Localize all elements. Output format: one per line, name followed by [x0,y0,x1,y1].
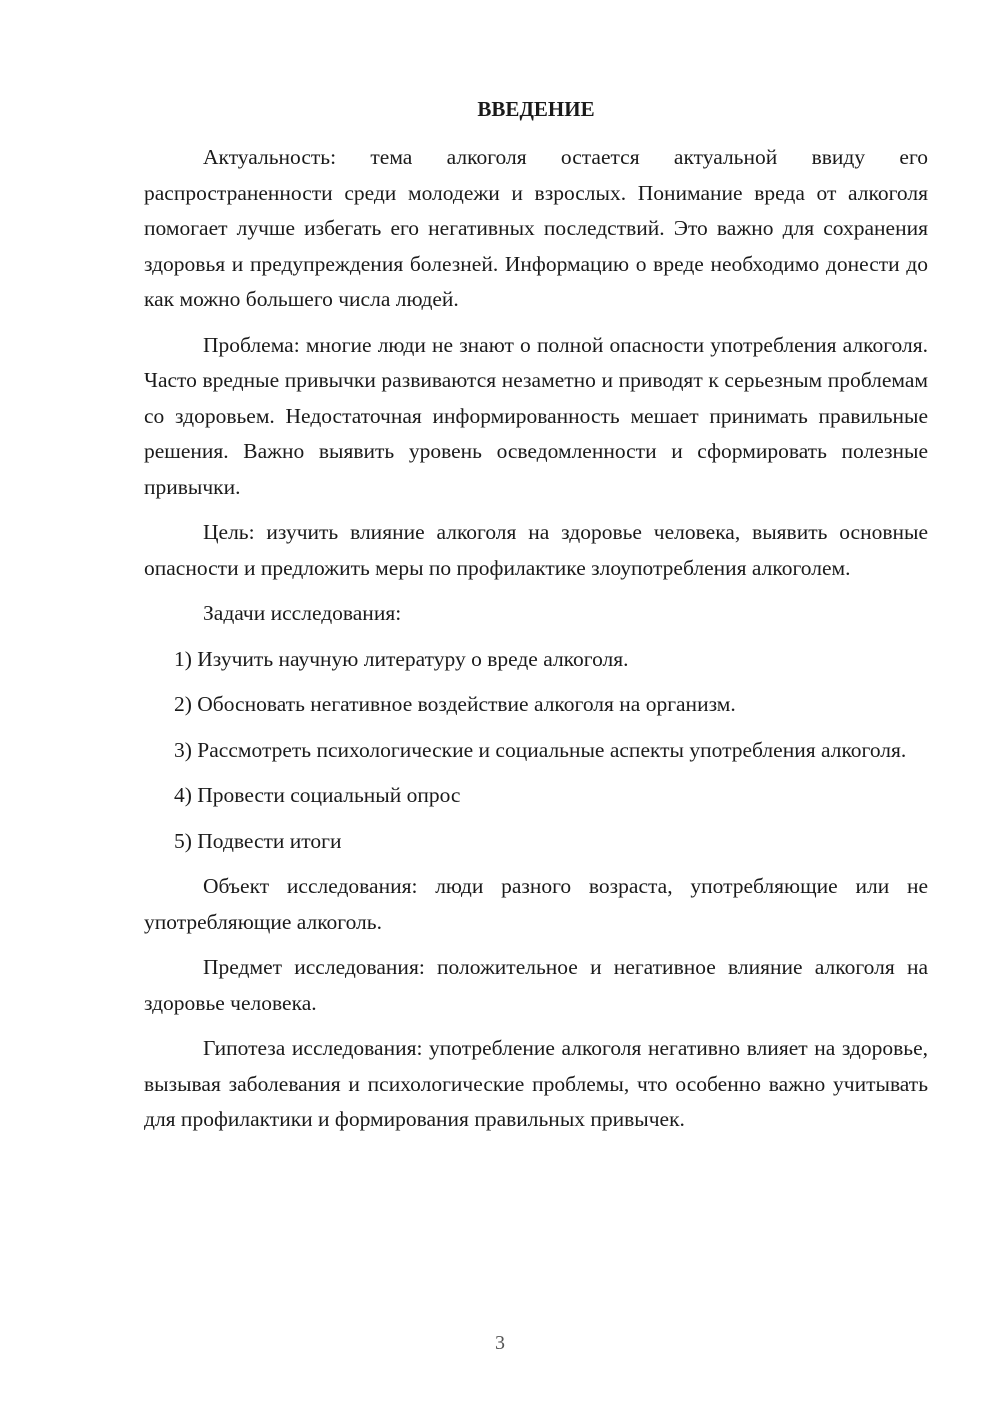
section-title: ВВЕДЕНИЕ [477,97,595,121]
task-item: 2) Обосновать негативное воздействие алкоголя на организм. [174,692,736,716]
paragraph-goal: Цель: изучить влияние алкоголя на здоровье человека, выявить основные опасности и предложить меры по профилактике злоупотребления алкоголем. [144,520,928,580]
task-item: 1) Изучить научную литературу о вреде алкоголя. [174,646,629,671]
paragraph-problem: Проблема: многие люди не знают о полной опасности употребления алкоголя. Часто вредные привычки развиваются незаметно и приводят к серьезным проблемам со здоровьем. Недостаточная информированность мешает принимать правильные решения. Важно выявить уровень осведомленности и сформировать полезные привычки. [144,332,928,499]
paragraph-relevance: Актуальность: тема алкоголя остается актуальной ввиду его распространенности среди молодежи и взрослых. Понимание вреда от алкоголя помогает лучше избегать его негативных последствий. Это важно для сохранения здоровья и предупреждения болезней. Информацию о вреде необходимо донести до как можно большего числа людей. [144,145,928,311]
paragraph-subject: Предмет исследования: положительное и негативное влияние алкоголя на здоровье человека. [144,955,928,1015]
task-item: 5) Подвести итоги [174,828,342,853]
task-item: 3) Рассмотреть психологические и социальные аспекты употребления алкоголя. [174,737,907,762]
task-item: 4) Провести социальный опрос [174,783,461,807]
tasks-heading: Задачи исследования: [203,601,402,625]
paragraph-hypothesis: Гипотеза исследования: употребление алкоголя негативно влияет на здоровье, вызывая заболевания и психологические проблемы, что особенно важно учитывать для профилактики и формирования правильных привычек. [144,1036,928,1131]
page-number: 3 [495,1332,505,1354]
paragraph-object: Объект исследования: люди разного возраста, употребляющие или не употребляющие алкоголь. [144,874,928,934]
document-page [144,92,928,1148]
